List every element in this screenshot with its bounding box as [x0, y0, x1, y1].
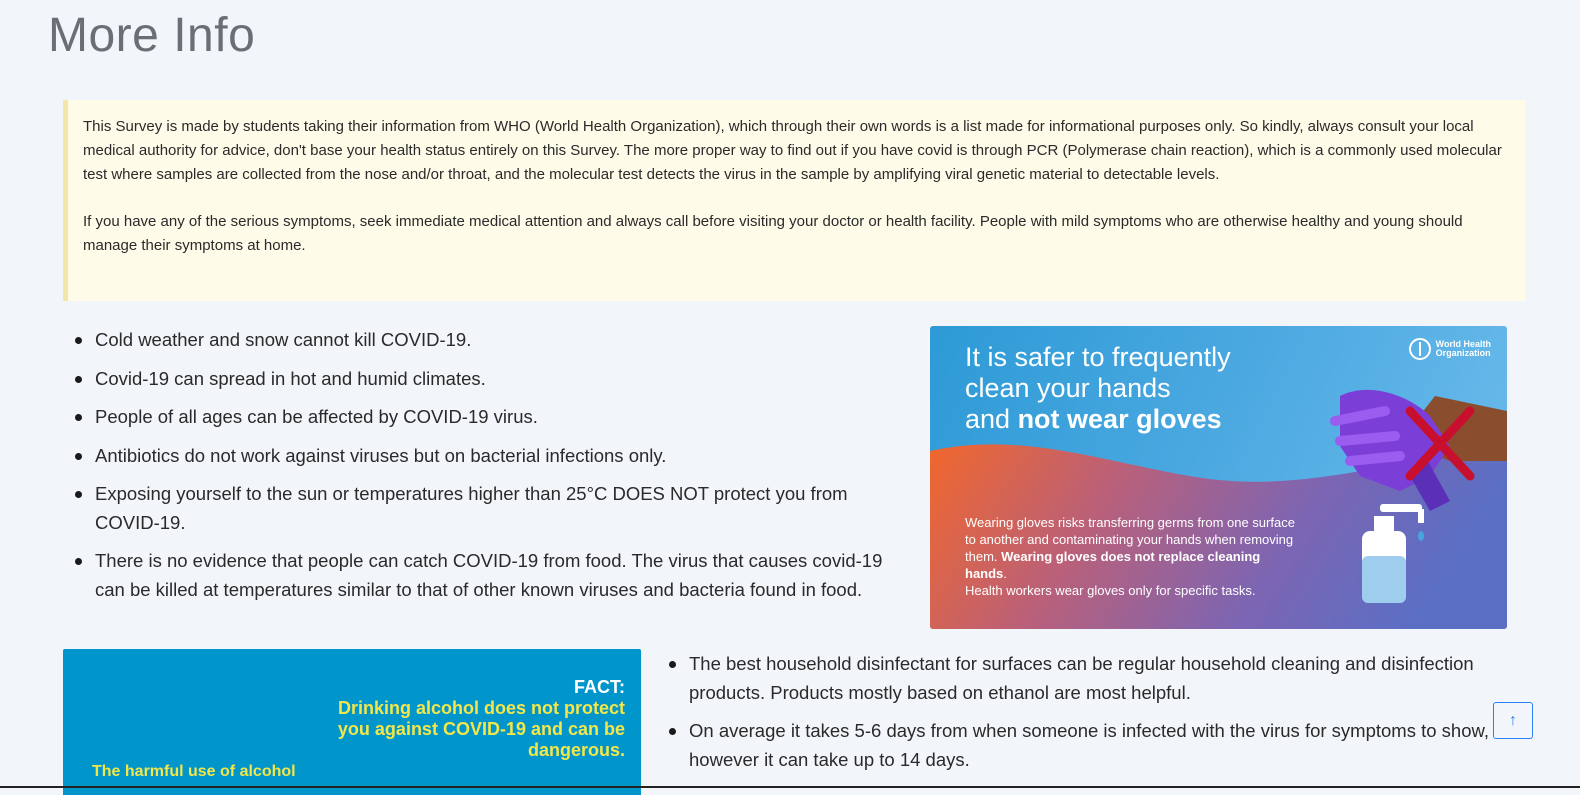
gloves-poster-heading — [965, 342, 1295, 435]
gloves-poster-image — [930, 326, 1507, 629]
notice-paragraph-1: This Survey is made by students taking their information from WHO (World Health Organization), which through their own words is a list made for informational purposes only. So kindly, always consult your local medical authority for advice, don't base your health status entirely on this Survey. The more proper way to find out if you have covid is through PCR (Polymerase chain reaction), which is a commonly used molecular test where samples are collected from the nose and/or throat, and the molecular test detects the virus in the sample by amplifying viral genetic material to detectable levels. — [83, 118, 1502, 183]
facts-list-right — [657, 650, 1517, 784]
gloves-heading-line-3: and — [965, 404, 1018, 434]
list-item: Antibiotics do not work against viruses but on bacterial infections only. — [63, 442, 883, 471]
bottom-divider — [0, 786, 1580, 788]
notice-box — [63, 100, 1525, 301]
gloves-poster-body — [965, 514, 1305, 599]
alcohol-headline: Drinking alcohol does not protect you against COVID-19 and can be dangerous. — [337, 698, 625, 760]
gloves-body-period: . — [1003, 566, 1007, 581]
facts-list-left — [63, 326, 883, 614]
alcohol-subtext: The harmful use of alcohol — [92, 763, 296, 780]
list-item: There is no evidence that people can catch COVID-19 from food. The virus that causes covid-19 can be killed at temperatures similar to that of other known viruses and bacteria found in food. — [63, 547, 883, 604]
arrow-up-icon: ↑ — [1509, 712, 1517, 729]
list-item: People of all ages can be affected by COVID-19 virus. — [63, 403, 883, 432]
gloves-heading-line-2: clean your hands — [965, 373, 1171, 403]
gloves-body-bold: Wearing gloves does not replace cleaning hands — [965, 549, 1261, 581]
list-item: On average it takes 5-6 days from when someone is infected with the virus for symptoms to show, however it can take up to 14 days. — [657, 717, 1517, 774]
gloves-body-last: Health workers wear gloves only for specific tasks. — [965, 583, 1256, 598]
notice-paragraph-2: If you have any of the serious symptoms, seek immediate medical attention and always call before visiting your doctor or health facility. People with mild symptoms who are otherwise healthy and young should manage their symptoms at home. — [83, 213, 1463, 254]
alcohol-fact-label: FACT: — [574, 677, 625, 697]
list-item: The best household disinfectant for surfaces can be regular household cleaning and disinfection products. Products mostly based on ethanol are most helpful. — [657, 650, 1517, 707]
who-logo-text-2: Organization — [1435, 348, 1491, 358]
who-logo-text-1: World Health — [1435, 339, 1491, 349]
scroll-to-top-button[interactable] — [1493, 702, 1533, 739]
list-item: Cold weather and snow cannot kill COVID-19. — [63, 326, 883, 355]
page-title: More Info — [48, 9, 256, 62]
list-item: Exposing yourself to the sun or temperatures higher than 25°C DOES NOT protect you from COVID-19. — [63, 480, 883, 537]
list-item: Covid-19 can spread in hot and humid climates. — [63, 365, 883, 394]
gloves-heading-bold: not wear gloves — [1017, 404, 1222, 434]
alcohol-poster-image — [63, 649, 641, 795]
who-logo-icon — [1409, 338, 1491, 360]
gloves-heading-line-1: It is safer to frequently — [965, 342, 1231, 372]
gloves-body-text: Wearing gloves risks transferring germs from one surface to another and contaminating your hands when removing them. — [965, 515, 1295, 564]
